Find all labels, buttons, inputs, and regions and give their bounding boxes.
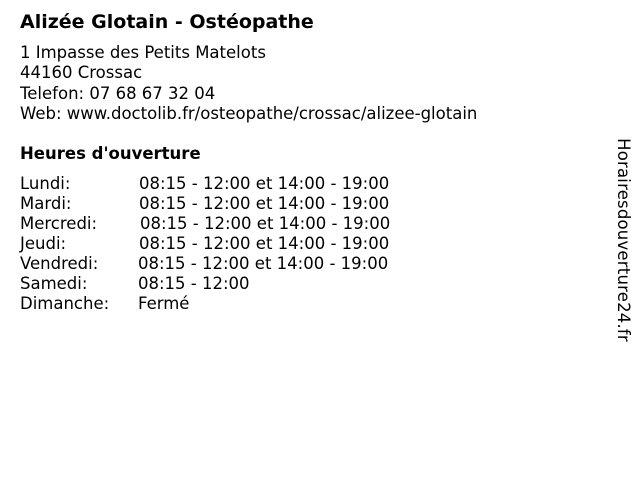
day-label: Vendredi: (20, 254, 99, 273)
day-label: Lundi: (20, 174, 71, 193)
web-line: Web: www.doctolib.fr/osteopathe/crossac/alizee-glotain (20, 103, 478, 123)
site-watermark: Horairesdouverture24.fr (614, 138, 633, 342)
day-label: Dimanche: (20, 294, 110, 313)
contact-block (20, 43, 477, 124)
time-range: Fermé (138, 294, 190, 313)
time-range: 08:15 - 12:00 et 14:00 - 19:00 (139, 234, 390, 253)
day-label: Mercredi: (20, 214, 98, 233)
hours-heading: Heures d'ouverture (20, 144, 201, 163)
day-label: Samedi: (20, 274, 88, 293)
address-line-street: 1 Impasse des Petits Matelots (20, 43, 266, 62)
time-range: 08:15 - 12:00 et 14:00 - 19:00 (140, 214, 391, 233)
phone-line: Telefon: 07 68 67 32 04 (20, 83, 216, 103)
time-range: 08:15 - 12:00 (138, 274, 250, 293)
day-label: Jeudi: (20, 234, 67, 253)
time-range: 08:15 - 12:00 et 14:00 - 19:00 (139, 174, 390, 193)
business-title: Alizée Glotain - Ostéopathe (20, 11, 314, 33)
time-range: 08:15 - 12:00 et 14:00 - 19:00 (139, 194, 390, 213)
time-range: 08:15 - 12:00 et 14:00 - 19:00 (138, 254, 389, 273)
day-label: Mardi: (20, 194, 72, 213)
address-line-city: 44160 Crossac (20, 63, 143, 83)
